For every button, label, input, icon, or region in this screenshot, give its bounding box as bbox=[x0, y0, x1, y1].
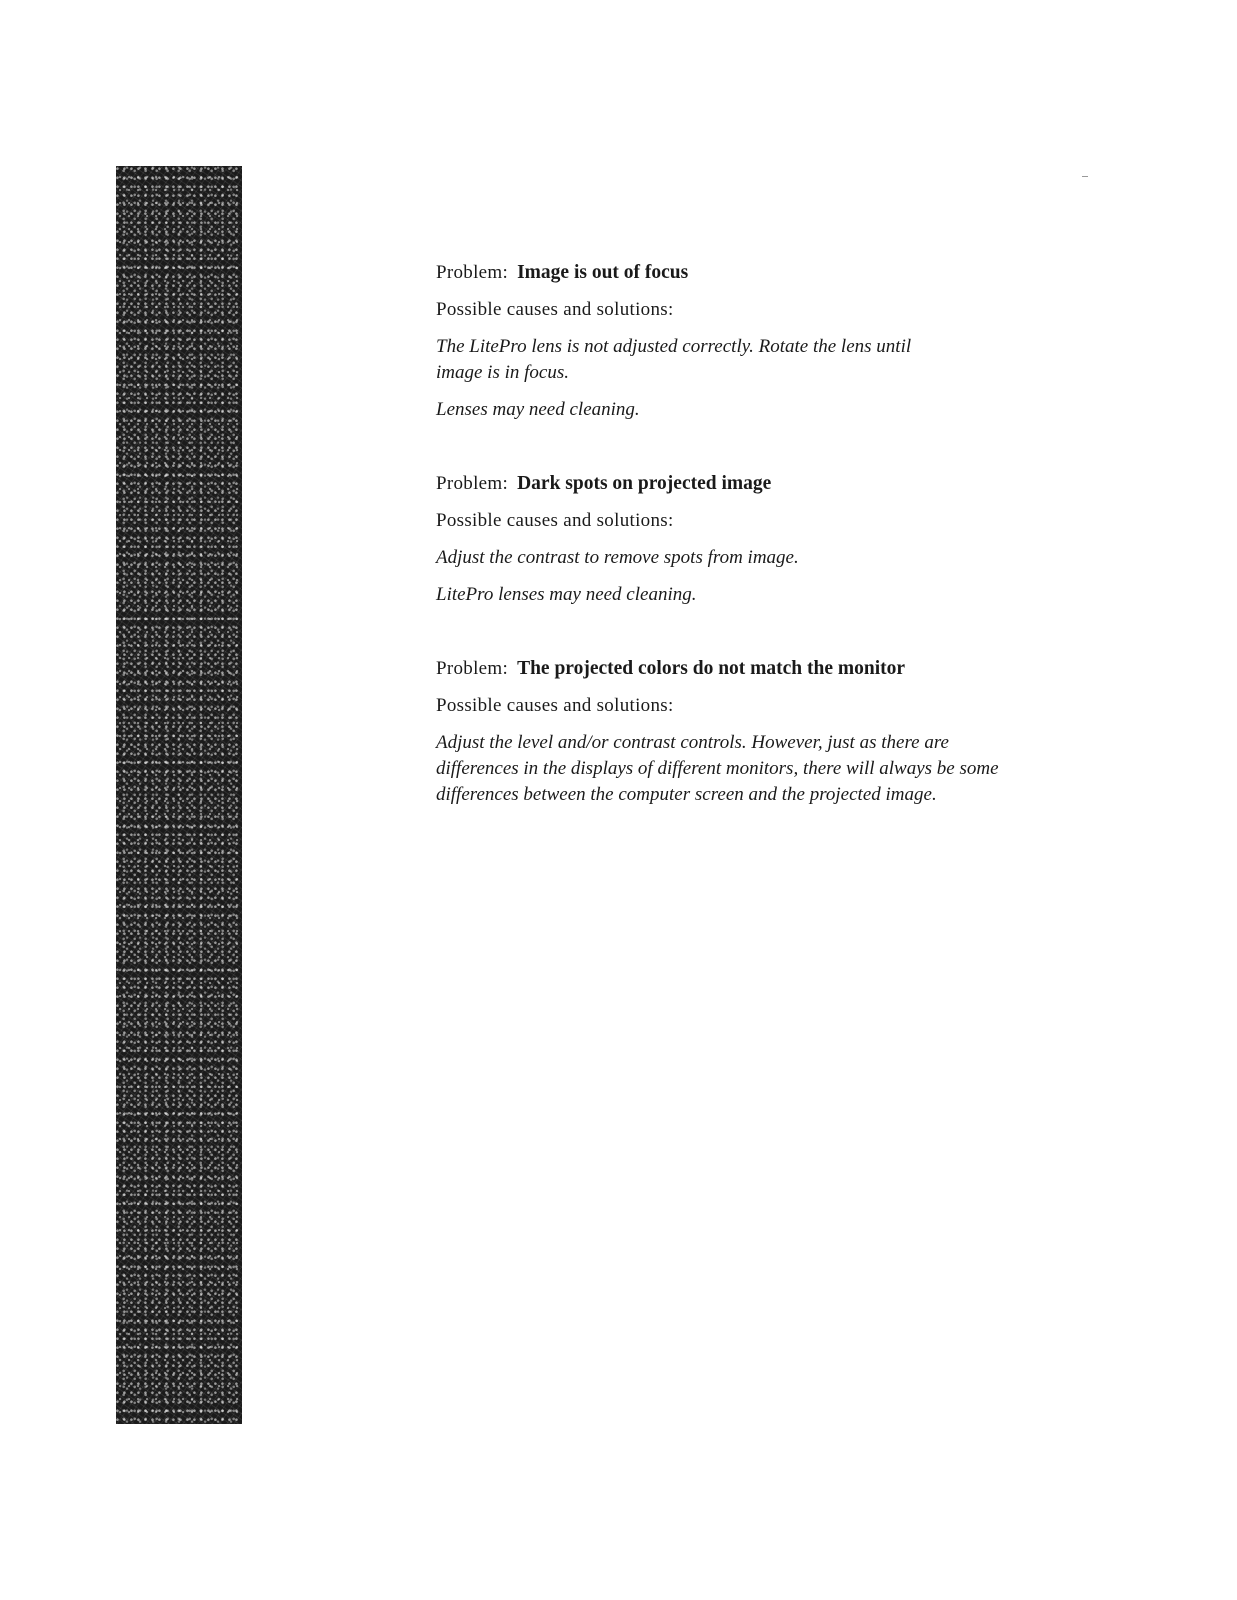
problem-heading bbox=[436, 654, 1036, 683]
causes-heading: Possible causes and solutions: bbox=[436, 510, 674, 531]
problem-title: Image is out of focus bbox=[517, 262, 689, 283]
solution-text: The LitePro lens is not adjusted correctly. Rotate the lens until image is in focus. bbox=[436, 336, 912, 383]
problem-section-dark-spots bbox=[436, 469, 1036, 608]
solution-text: LitePro lenses may need cleaning. bbox=[436, 584, 697, 605]
causes-heading: Possible causes and solutions: bbox=[436, 695, 674, 716]
problem-section-colors bbox=[436, 654, 1036, 808]
problem-heading bbox=[436, 469, 1036, 498]
problem-title: Dark spots on projected image bbox=[517, 473, 772, 494]
solution-text: Adjust the level and/or contrast controls. However, just as there are differences in the displays of different monitors, there will always be some differences between the computer screen and the projected image. bbox=[436, 732, 999, 805]
problem-label: Problem: bbox=[436, 658, 509, 679]
problem-section-focus bbox=[436, 258, 1036, 423]
decorative-side-band bbox=[116, 166, 242, 1424]
problem-label: Problem: bbox=[436, 262, 509, 283]
problem-heading bbox=[436, 258, 1036, 287]
scan-speck bbox=[1082, 176, 1088, 177]
solution-text: Lenses may need cleaning. bbox=[436, 399, 640, 420]
solution-text: Adjust the contrast to remove spots from image. bbox=[436, 547, 799, 568]
causes-heading: Possible causes and solutions: bbox=[436, 299, 674, 320]
problem-title: The projected colors do not match the monitor bbox=[517, 658, 906, 679]
troubleshooting-content bbox=[436, 258, 1036, 854]
problem-label: Problem: bbox=[436, 473, 509, 494]
